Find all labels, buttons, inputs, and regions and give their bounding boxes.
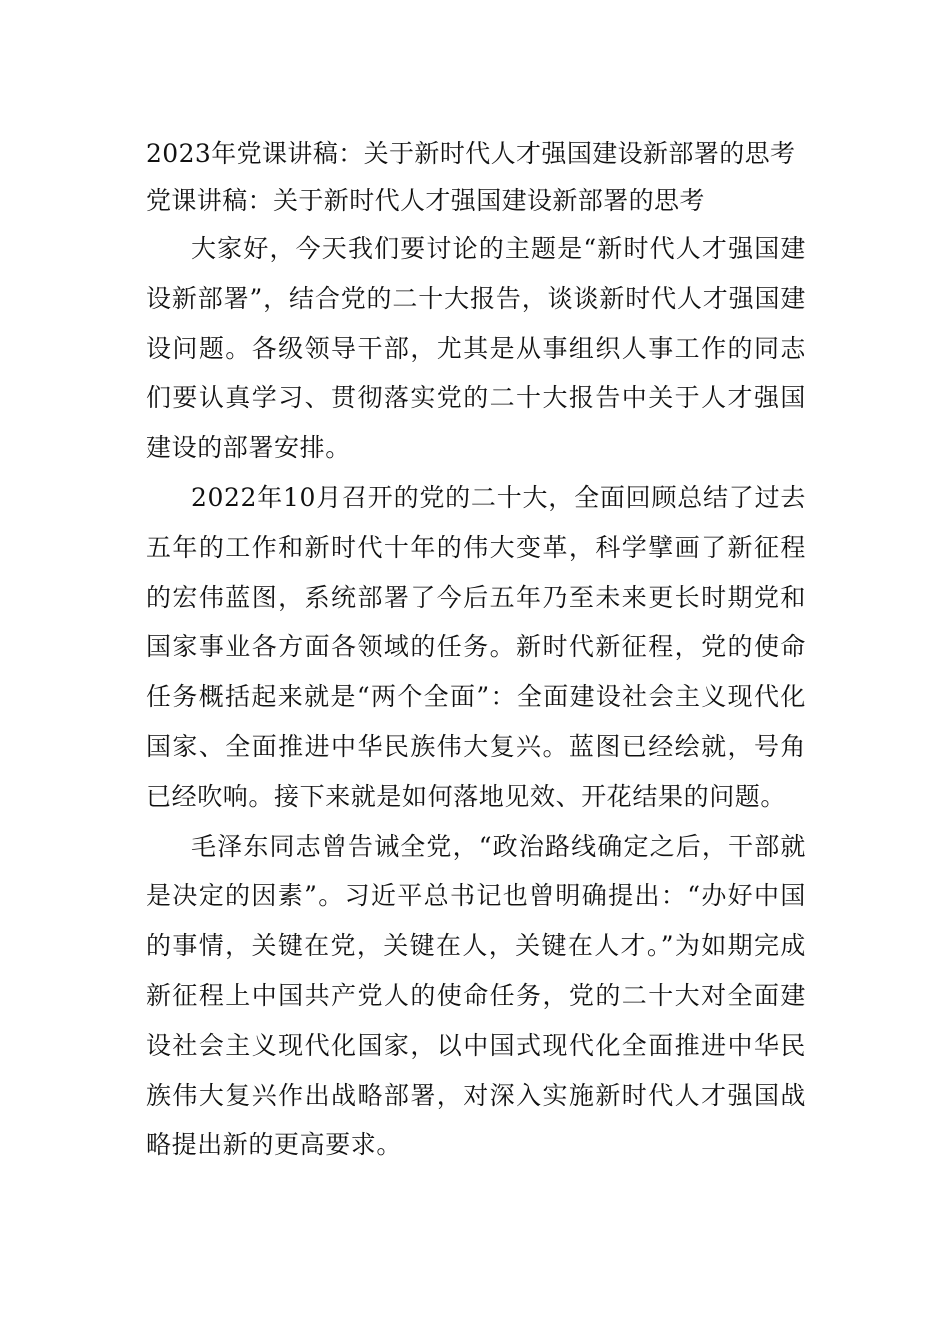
document-subtitle: 党课讲稿：关于新时代人才强国建设新部署的思考	[146, 186, 705, 215]
paragraph-talent-strategy: 毛泽东同志曾告诫全党，“政治路线确定之后，干部就是决定的因素”。习近平总书记也曾明确提出：“办好中国的事情，关键在党，关键在人，关键在人才。”为如期完成新征程上中国共产党人的使命任务，党的二十大对全面建设社会主义现代化国家，以中国式现代化全面推进中华民族伟大复兴作出战略部署，对深入实施新时代人才强国战略提出新的更高要求。	[146, 831, 806, 1160]
document-page	[146, 130, 806, 1170]
paragraph-twentieth-congress: 2022年10月召开的党的二十大，全面回顾总结了过去五年的工作和新时代十年的伟大变革，科学擘画了新征程的宏伟蓝图，系统部署了今后五年乃至未来更长时期党和国家事业各方面各领域的任务。新时代新征程，党的使命任务概括起来就是“两个全面”：全面建设社会主义现代化国家、全面推进中华民族伟大复兴。蓝图已经绘就，号角已经吹响。接下来就是如何落地见效、开花结果的问题。	[146, 482, 806, 811]
document-title: 2023年党课讲稿：关于新时代人才强国建设新部署的思考	[146, 139, 796, 168]
title-block	[146, 130, 806, 224]
paragraph-intro: 大家好，今天我们要讨论的主题是“新时代人才强国建设新部署”，结合党的二十大报告，谈谈新时代人才强国建设问题。各级领导干部，尤其是从事组织人事工作的同志们要认真学习、贯彻落实党的二十大报告中关于人才强国建设的部署安排。	[146, 234, 806, 463]
